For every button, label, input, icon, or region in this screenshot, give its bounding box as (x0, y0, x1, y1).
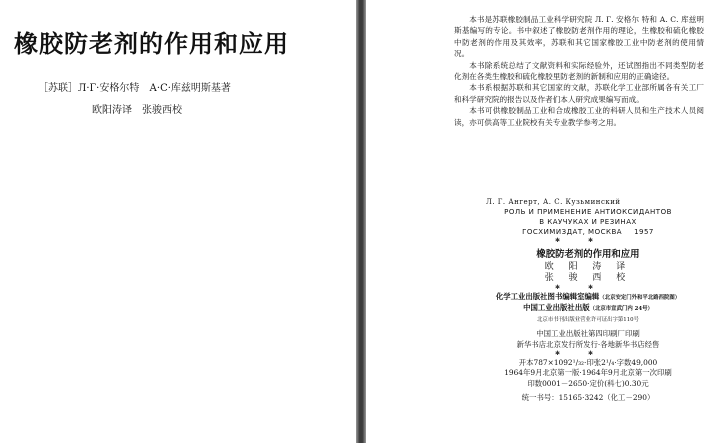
colophon-proofreader: 张 骏 西 校 (544, 273, 632, 283)
publisher-editor: 化学工业出版社图书编辑室编辑 (495, 292, 600, 301)
russian-publisher-line (478, 227, 698, 237)
separator-stars: ✱✱ (554, 237, 622, 244)
distributor: 新华书店北京发行所发行·各地新华书店经售 (516, 339, 660, 349)
separator-stars: ✱✱ (554, 284, 622, 291)
russian-year: 1957 (634, 228, 654, 236)
preface-block (454, 14, 704, 128)
russian-publisher: ГОСХИМИЗДАТ, МОСКВА (522, 228, 623, 236)
book-gutter (356, 0, 366, 443)
format-info: 开本787×1092¹/₃₂·印张2¹/₄·字数49,000 (518, 358, 658, 368)
publisher: 中国工业出版社出版 (523, 303, 590, 313)
book-title: 橡胶防老剂的作用和应用 (14, 29, 289, 58)
publisher-note: （北京市宣武门内 24号） (589, 306, 653, 313)
author-angert: ［苏联］Л·Г·安格尔特 (38, 83, 140, 94)
printer: 中国工业出版社第四印刷厂印刷 (536, 329, 640, 339)
proofreader-name: 张骏西校 (142, 105, 182, 116)
translators-line (92, 101, 182, 116)
left-page (0, 0, 356, 443)
publisher-editor-note: （北京安定门外和平北路西院图） (599, 295, 681, 301)
print-run-price: 印数0001－2650·定价(科七)0.30元 (527, 378, 649, 388)
edition-info: 1964年9月北京第一版·1964年9月北京第一次印刷 (504, 368, 672, 378)
separator-stars: ✱✱ (554, 350, 622, 358)
colophon (468, 247, 708, 404)
right-page (366, 0, 715, 443)
russian-title-line2: В КАУЧУКАХ И РЕЗИНАХ (539, 218, 637, 226)
preface-paragraph: 本书是苏联橡胶制品工业科学研究院 Л. Г. 安格尔 特和 А. С. 库兹明斯基编写的专论。书中叙述了橡胶防老剂作用的理论，生橡胶和硫化橡胶中防老剂的作用及其效率，苏联和其它国家橡胶工业中防老剂的使用情况。 (454, 15, 704, 59)
russian-authors: Л. Г. Ангерт, А. С. Кузьминский (486, 198, 621, 206)
authors-line (38, 79, 231, 94)
publisher-line (468, 303, 708, 314)
colophon-translator: 欧 阳 涛 译 (544, 262, 632, 272)
preface-paragraph: 本书除系统总结了文献资料和实际经验外，还试图指出不同类型防老化剂在各类生橡胶和硫化橡胶里防老剂的新制和应用的正确途径。 (454, 60, 704, 82)
publisher-editor-line (468, 292, 708, 303)
preface-paragraph: 本书系根据苏联和其它国家的文献，苏联化学工业部所属各有关工厂和科学研究院的报告以及作者们本人研究成果编写而成。 (454, 83, 704, 104)
publisher-license: 北京市书刊出版业营业许可证出字第110号 (537, 316, 639, 323)
colophon-title: 橡胶防老剂的作用和应用 (536, 249, 640, 260)
author-kuzminsky: А·С·库兹明斯基著 (149, 83, 231, 94)
translator-name: 欧阳涛译 (92, 105, 132, 116)
russian-title-line1: РОЛЬ И ПРИМЕНЕНИЕ АНТИОКСИДАНТОВ (504, 208, 672, 216)
preface-paragraph: 本书可供橡胶制品工业和合成橡胶工业的科研人员和生产技术人员阅读，亦可供高等工业院校有关专业教学参考之用。 (454, 106, 704, 127)
russian-original-info (478, 197, 698, 245)
book-number: 统一书号：15165·3242（化工－290） (521, 393, 655, 403)
